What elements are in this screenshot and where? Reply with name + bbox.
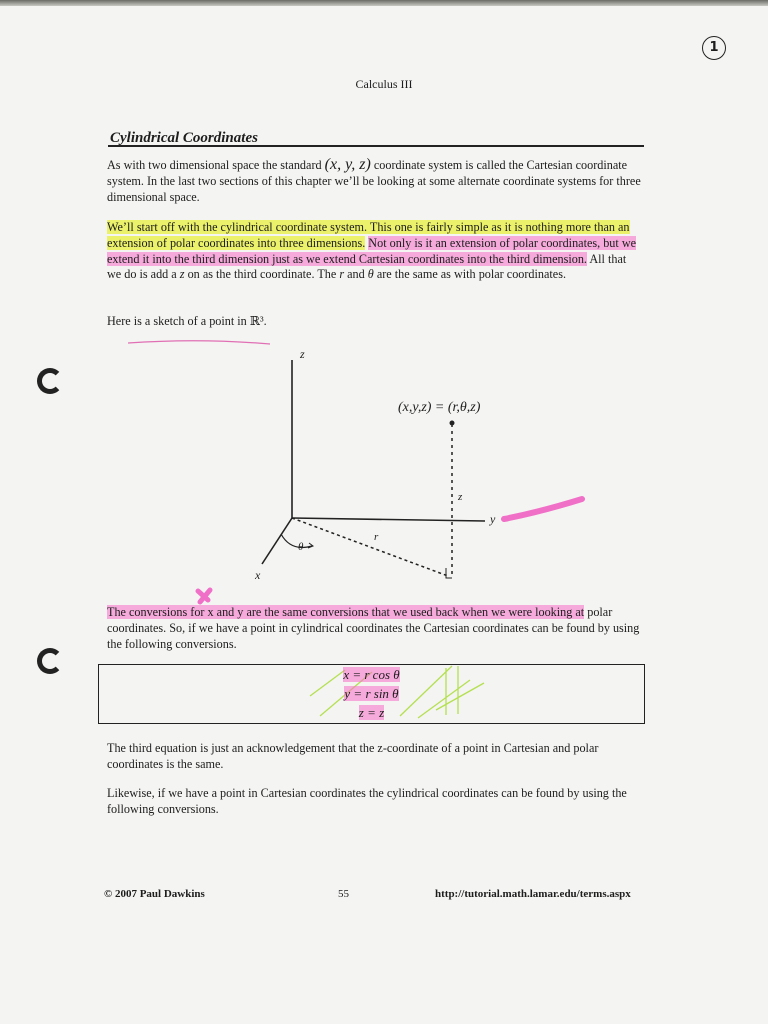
equation-x [99, 667, 644, 683]
point-marker [450, 421, 455, 426]
section-title: Cylindrical Coordinates [110, 130, 258, 146]
intro-text-rest: coordinate system is called the Cartesian coordinate system. In the last two sections of this chapter we’ll be looking at some alternate coordinate systems for three dimensional space. [107, 158, 641, 204]
radius-dashed-line [292, 518, 448, 576]
course-header: Calculus III [355, 77, 413, 91]
cyl-text-mid: All that we do is add a [107, 251, 627, 282]
highlight-start-off: We’ll start off with the cylindrical coordinate system. This one is fairly simple as it is nothing more than an extension of polar coordinates into three dimensions. [107, 220, 630, 250]
pink-check-mark [504, 499, 582, 519]
equation-z [99, 705, 644, 721]
sketch-intro-text: Here is a sketch of a point in [107, 314, 247, 328]
equation-z-text: z = z [358, 705, 385, 720]
pink-underline-mark [128, 341, 270, 344]
intro-text-start: As with two dimensional space the standard [107, 158, 322, 172]
paragraph-third-equation: The third equation is just an acknowledgement that the z-coordinate of a point in Cartesian and polar coordinates is the same. [107, 741, 599, 771]
x-axis-label: x [255, 568, 261, 582]
y-axis [292, 518, 485, 521]
theta-arrow [308, 543, 313, 548]
cyl-z-symbol: z [179, 267, 185, 282]
footer-url: http://tutorial.math.lamar.edu/terms.aspx [435, 888, 631, 900]
footer-page-number: 55 [338, 888, 349, 900]
point-label: (x,y,z) = (r,θ,z) [398, 400, 481, 415]
cyl-text-and: and [347, 267, 365, 282]
binder-hole-mark-2 [37, 648, 63, 674]
equation-y-text: y = r sin θ [344, 686, 399, 701]
paragraph-likewise: Likewise, if we have a point in Cartesian coordinates the cylindrical coordinates can be found by using the following conversions. [107, 786, 627, 816]
height-label: z [458, 491, 463, 503]
intro-tuple: (x, y, z) [324, 156, 371, 173]
cyl-theta-symbol: θ [367, 267, 374, 282]
highlight-conversions: The conversions for x and y are the same conversions that we used back when we were looking at [107, 605, 585, 619]
equation-box [98, 664, 645, 724]
pink-star-mark [198, 590, 210, 602]
sketch-space-symbol: ℝ³. [249, 314, 267, 328]
equation-y [99, 686, 644, 702]
highlight-extension: Not only is it an extension of polar coordinates, but we extend it into the third dimension just as we extend Cartesian coordinates into the third dimension. [107, 235, 637, 266]
radius-label: r [374, 531, 379, 543]
y-axis-label: y [490, 512, 496, 526]
page-marker: 1 [702, 36, 726, 60]
x-axis [262, 518, 292, 564]
footer-copyright: © 2007 Paul Dawkins [104, 888, 205, 900]
equation-x-text: x = r cos θ [343, 667, 400, 682]
binder-hole-mark-1 [37, 368, 63, 394]
theta-label: θ [298, 541, 304, 553]
cyl-text-the: The [317, 267, 337, 282]
z-axis-label: z [300, 347, 305, 361]
theta-arc [281, 534, 312, 548]
conversions-text-rest: polar coordinates. So, if we have a point in cylindrical coordinates the Cartesian coordinates can be found by using the following conversions. [107, 605, 640, 651]
cyl-text-end: are the same as with polar coordinates. [376, 267, 567, 282]
right-angle-mark [446, 568, 452, 578]
cyl-r-symbol: r [339, 267, 345, 282]
paragraph-conversions [107, 605, 643, 652]
cyl-text-after-z: on as the third coordinate. [187, 267, 315, 282]
